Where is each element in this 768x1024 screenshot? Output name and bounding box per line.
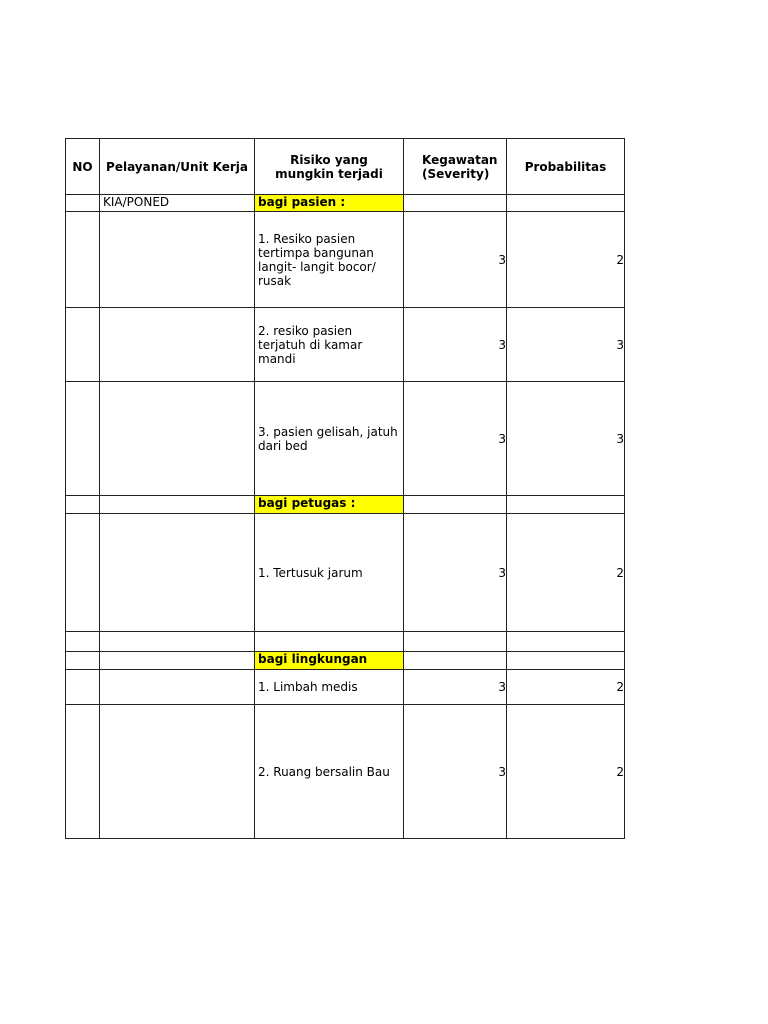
header-unit: Pelayanan/Unit Kerja xyxy=(100,139,255,195)
table-row xyxy=(66,705,625,839)
probability-value: 2 xyxy=(507,212,625,308)
header-risk: Risiko yang mungkin terjadi xyxy=(255,139,404,195)
table-row xyxy=(66,212,625,308)
risk-text: 2. resiko pasien terjatuh di kamar mandi xyxy=(255,308,404,382)
probability-value: 3 xyxy=(507,382,625,496)
probability-value: 2 xyxy=(507,514,625,632)
table-row xyxy=(66,308,625,382)
header-row xyxy=(66,139,625,195)
section-row-staff xyxy=(66,496,625,514)
severity-value: 3 xyxy=(404,382,507,496)
probability-value: 3 xyxy=(507,308,625,382)
probability-value: 2 xyxy=(507,670,625,705)
probability-value: 2 xyxy=(507,705,625,839)
header-no: NO xyxy=(66,139,100,195)
section-label-patient: bagi pasien : xyxy=(255,195,404,212)
risk-text: 1. Resiko pasien tertimpa bangunan langit- langit bocor/ rusak xyxy=(255,212,404,308)
severity-value: 3 xyxy=(404,212,507,308)
severity-value: 3 xyxy=(404,514,507,632)
section-label-staff: bagi petugas : xyxy=(255,496,404,514)
risk-text: 1. Tertusuk jarum xyxy=(255,514,404,632)
section-label-environment: bagi lingkungan xyxy=(255,652,404,670)
severity-value: 3 xyxy=(404,308,507,382)
severity-value: 3 xyxy=(404,670,507,705)
header-severity: Kegawatan (Severity) xyxy=(404,139,507,195)
table-row xyxy=(66,514,625,632)
section-row-patient xyxy=(66,195,625,212)
table-row xyxy=(66,670,625,705)
severity-value: 3 xyxy=(404,705,507,839)
header-probability: Probabilitas xyxy=(507,139,625,195)
risk-text: 2. Ruang bersalin Bau xyxy=(255,705,404,839)
section-row-environment xyxy=(66,652,625,670)
table-row xyxy=(66,382,625,496)
risk-table xyxy=(65,138,625,839)
risk-text: 1. Limbah medis xyxy=(255,670,404,705)
unit-name: KIA/PONED xyxy=(100,195,255,212)
empty-row xyxy=(66,632,625,652)
risk-text: 3. pasien gelisah, jatuh dari bed xyxy=(255,382,404,496)
